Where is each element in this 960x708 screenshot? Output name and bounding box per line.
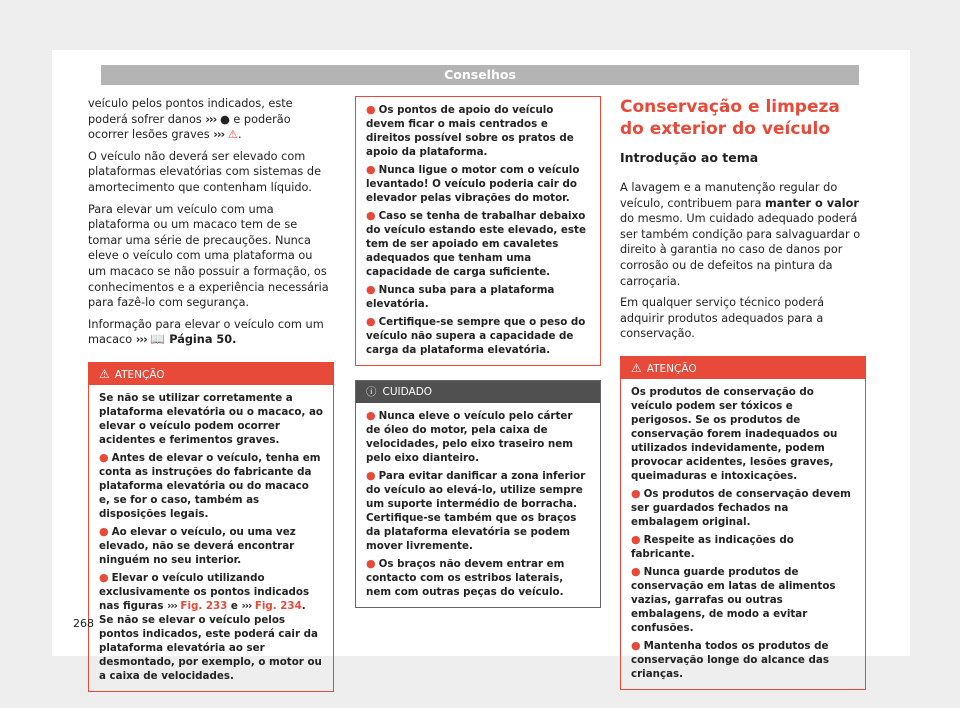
paragraph: Para elevar um veículo com uma plataforma ou um macaco tem de se tomar uma série de precauções. Nunca eleve o veículo com uma plataforma ou um macaco se não possuir a formação, os conhecimentos e a experiência necessária para fazê-lo com segurança. (88, 202, 329, 310)
info-circle-icon: ⓘ (366, 386, 377, 398)
column-2 (355, 96, 601, 608)
page-link[interactable]: Página 50. (165, 333, 237, 347)
warning-item: ● Elevar o veículo utilizando exclusivamente os pontos indicados nas figuras ››› Fig. 233 e ››› Fig. 234. Se não se elevar o veículo pelos pontos indicados, este poderá cair da plataforma elevatória ao ser desmontado, por exemplo, o motor ou a caixa de velocidades. (99, 570, 322, 682)
warning-item: ● Antes de elevar o veículo, tenha em conta as instruções do fabricante da plataforma elevatória ou do macaco e, se for o caso, também as disposições legais. (99, 450, 321, 520)
caution-item: ● Os braços não devem entrar em contacto com os estribos laterais, nem com outras peças do veículo. (366, 557, 565, 598)
column-3 (620, 96, 866, 690)
section-heading: Conservação e limpeza do exterior do veículo (620, 97, 840, 139)
bullet-icon: ● (366, 315, 376, 328)
warning-body (89, 385, 333, 691)
warning-box (620, 356, 866, 690)
warning-item: ● Ao elevar o veículo, ou uma vez elevado, não se deverá encontrar ninguém no seu interior. (99, 524, 296, 566)
bullet-icon: ● (631, 486, 641, 500)
warning-triangle-icon: ⚠ (99, 366, 110, 381)
bullet-icon: ● (366, 103, 376, 116)
bullet-icon: ● (366, 283, 376, 296)
caution-header: ⓘ CUIDADO (356, 381, 600, 403)
warning-body (621, 379, 865, 689)
subsection-heading: Introdução ao tema (620, 150, 759, 165)
reference-arrows: ››› (213, 128, 225, 142)
warning-intro: Se não se utilizar corretamente a plataforma elevatória ou o macaco, ao elevar o veículo podem ocorrer acidentes e ferimentos graves. (99, 391, 323, 446)
paragraph: Informação para elevar o veículo com um macaco ››› 📖 Página 50. (88, 317, 324, 347)
bullet-icon: ● (99, 570, 109, 584)
warning-item: ● Nunca ligue o motor com o veículo levantado! O veículo poderia cair do elevador pelas vibrações do motor. (366, 163, 580, 204)
figure-link[interactable]: Fig. 234 (254, 599, 302, 612)
bullet-icon: ● (99, 524, 109, 538)
warning-header: ⚠ ATENÇÃO (621, 357, 865, 379)
bullet-icon: ● (366, 209, 376, 222)
warning-triangle-icon: ⚠ (631, 360, 642, 375)
warning-item: ● Os pontos de apoio do veículo devem ficar o mais centrados e direitos possível sobre os pratos de apoio da plataforma. (366, 103, 574, 158)
reference-arrows: ››› (135, 333, 147, 347)
bullet-icon: ● (631, 532, 641, 546)
section-header: Conselhos (101, 65, 859, 85)
paragraph: Em qualquer serviço técnico poderá adquirir produtos adequados para a conservação. (620, 296, 825, 341)
figure-link[interactable]: Fig. 233 (180, 599, 228, 612)
bullet-icon: ● (366, 469, 376, 482)
reference-arrows: ››› (241, 599, 252, 612)
warning-continuation-box (355, 96, 601, 366)
bullet-icon: ● (366, 163, 376, 176)
reference-arrows: ››› (167, 599, 177, 612)
caution-item: ● Nunca eleve o veículo pelo cárter de óleo do motor, pela caixa de velocidades, pelo eixo traseiro nem pelo eixo dianteiro. (366, 409, 573, 464)
warning-triangle-icon: ⚠ (227, 128, 238, 142)
warning-item: ● Certifique-se sempre que o peso do veículo não supera a capacidade de carga da plataforma elevatória. (366, 315, 586, 356)
warning-box (88, 362, 334, 692)
bullet-icon: ● (366, 557, 376, 570)
warning-intro: Os produtos de conservação do veículo podem ser tóxicos e perigosos. Se os produtos de conservação forem inadequados ou utilizados indevidamente, podem provocar acidentes, lesões graves, queimaduras e intoxicações. (631, 385, 838, 482)
paragraph: O veículo não deverá ser elevado com plataformas elevatórias com sistemas de amortecimento que contenham líquido. (88, 149, 322, 194)
page-number: 268 (73, 617, 94, 630)
caution-box (355, 380, 601, 608)
caution-body (356, 403, 600, 607)
warning-item: ● Nunca suba para a plataforma elevatória. (366, 283, 555, 310)
bullet-icon: ● (631, 564, 641, 578)
paragraph: veículo pelos pontos indicados, este poderá sofrer danos ››› ● e poderão ocorrer lesões graves ››› ⚠. (88, 97, 293, 142)
bullet-icon: ● (99, 450, 109, 464)
book-icon: 📖 (150, 332, 166, 347)
paragraph: A lavagem e a manutenção regular do veículo, contribuem para manter o valor do mesmo. Um cuidado adequado poderá ser também condição para salvaguardar o direito à garantia no caso de danos por corrosão ou de defeitos na pintura da carroçaria. (620, 181, 861, 288)
bullet-icon: ● (631, 638, 641, 652)
warning-item: ● Respeite as indicações do fabricante. (631, 532, 794, 560)
warning-item: ● Caso se tenha de trabalhar debaixo do veículo estando este elevado, este tem de ser apoiado em cavaletes adequados que tenham uma capacidade de carga suficiente. (366, 209, 586, 278)
warning-header: ⚠ ATENÇÃO (89, 363, 333, 385)
warning-item: ● Mantenha todos os produtos de conservação longe do alcance das crianças. (631, 638, 829, 680)
column-1 (88, 96, 334, 692)
bullet-icon: ● (366, 409, 376, 422)
warning-item: ● Nunca guarde produtos de conservação em latas de alimentos vazias, garrafas ou outras embalagens, de modo a evitar confusões. (631, 564, 836, 634)
warning-item: ● Os produtos de conservação devem ser guardados fechados na embalagem original. (631, 486, 851, 528)
info-icon: ● (219, 112, 230, 126)
caution-item: ● Para evitar danificar a zona inferior do veículo ao elevá-lo, utilize sempre um suporte intermédio de borracha. Certifique-se também que os braços da plataforma elevatória se podem mover livremente. (366, 469, 586, 552)
reference-arrows: ››› (205, 112, 217, 126)
